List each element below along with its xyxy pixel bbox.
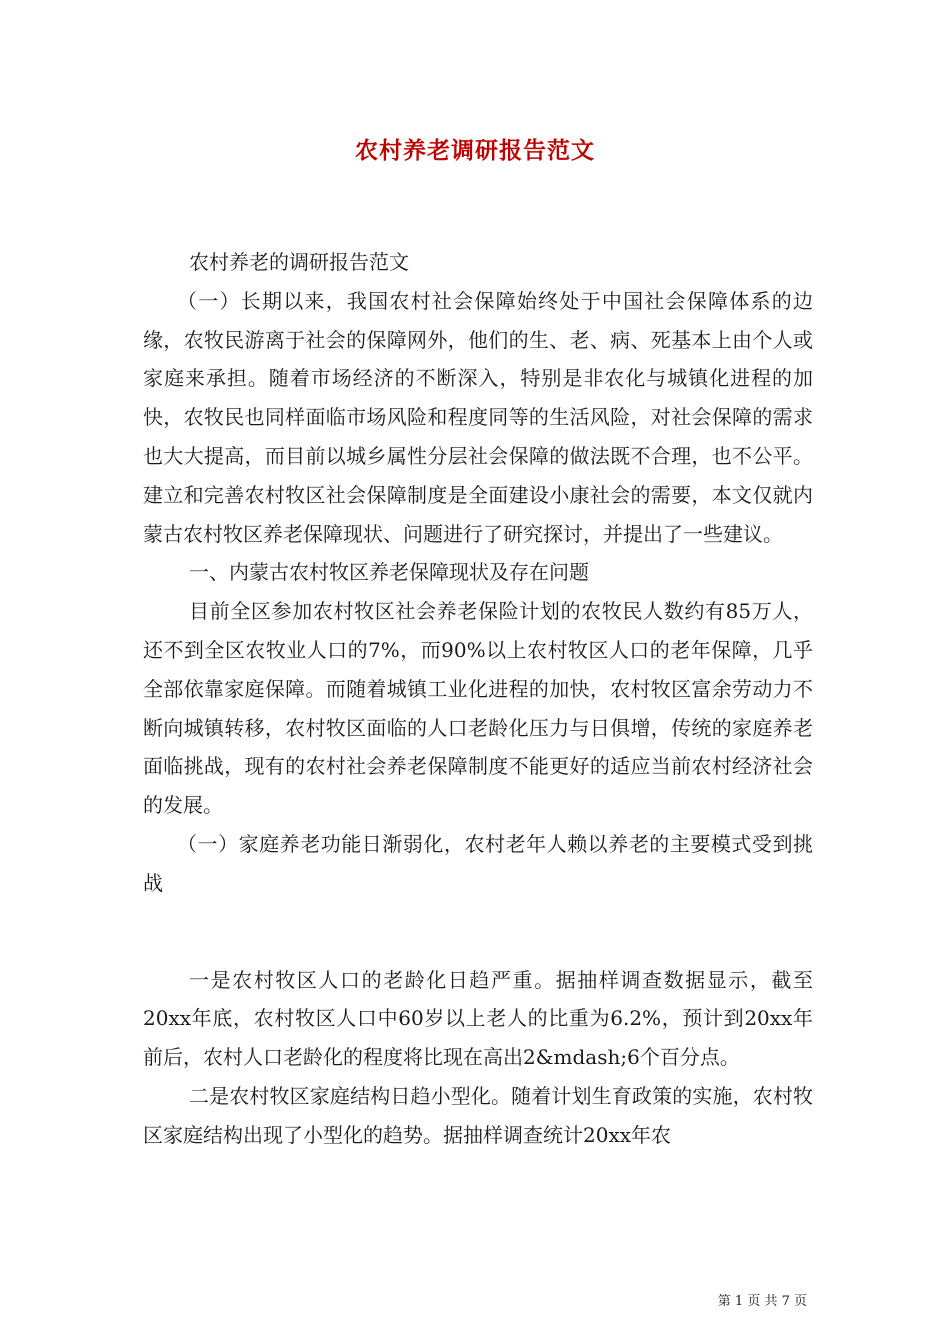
document-title: 农村养老调研报告范文: [355, 137, 595, 164]
paragraph-intro: （一）长期以来，我国农村社会保障始终处于中国社会保障体系的边缘，农牧民游离于社会的保障网外，他们的生、老、病、死基本上由个人或家庭来承担。随着市场经济的不断深入，特别是非农化与城镇化进程的加快，农牧民也同样面临市场风险和程度同等的生活风险，对社会保障的需求也大大提高，而目前以城乡属性分层社会保障的做法既不合理，也不公平。建立和完善农村牧区社会保障制度是全面建设小康社会的需要，本文仅就内蒙古农村牧区养老保障现状、问题进行了研究探讨，并提出了一些建议。: [143, 288, 813, 546]
paragraph-subtitle: 农村养老的调研报告范文: [189, 250, 409, 274]
subsection-heading: （一）家庭养老功能日渐弱化，农村老年人赖以养老的主要模式受到挑战: [143, 831, 813, 895]
paragraph-family-structure: 二是农村牧区家庭结构日趋小型化。随着计划生育政策的实施，农村牧区家庭结构出现了小型化的趋势。据抽样调查统计20xx年农: [143, 1083, 813, 1147]
page-number: 第 1 页 共 7 页: [717, 1294, 807, 1309]
paragraph-status: 目前全区参加农村牧区社会养老保险计划的农牧民人数约有85万人，还不到全区农牧业人口的7%，而90%以上农村牧区人口的老年保障，几乎全部依靠家庭保障。而随着城镇工业化进程的加快，农村牧区富余劳动力不断向城镇转移，农村牧区面临的人口老龄化压力与日俱增，传统的家庭养老面临挑战，现有的农村社会养老保障制度不能更好的适应当前农村经济社会的发展。: [143, 599, 813, 818]
document-body: [143, 243, 813, 1155]
paragraph-aging: 一是农村牧区人口的老龄化日趋严重。据抽样调查数据显示，截至20xx年底，农村牧区人口中60岁以上老人的比重为6.2%，预计到20xx年前后，农村人口老龄化的程度将比现在高出2&mdash;6个百分点。: [143, 967, 813, 1070]
paragraph-gap: [143, 903, 813, 961]
section-heading: 一、内蒙古农村牧区养老保障现状及存在问题: [189, 560, 589, 585]
